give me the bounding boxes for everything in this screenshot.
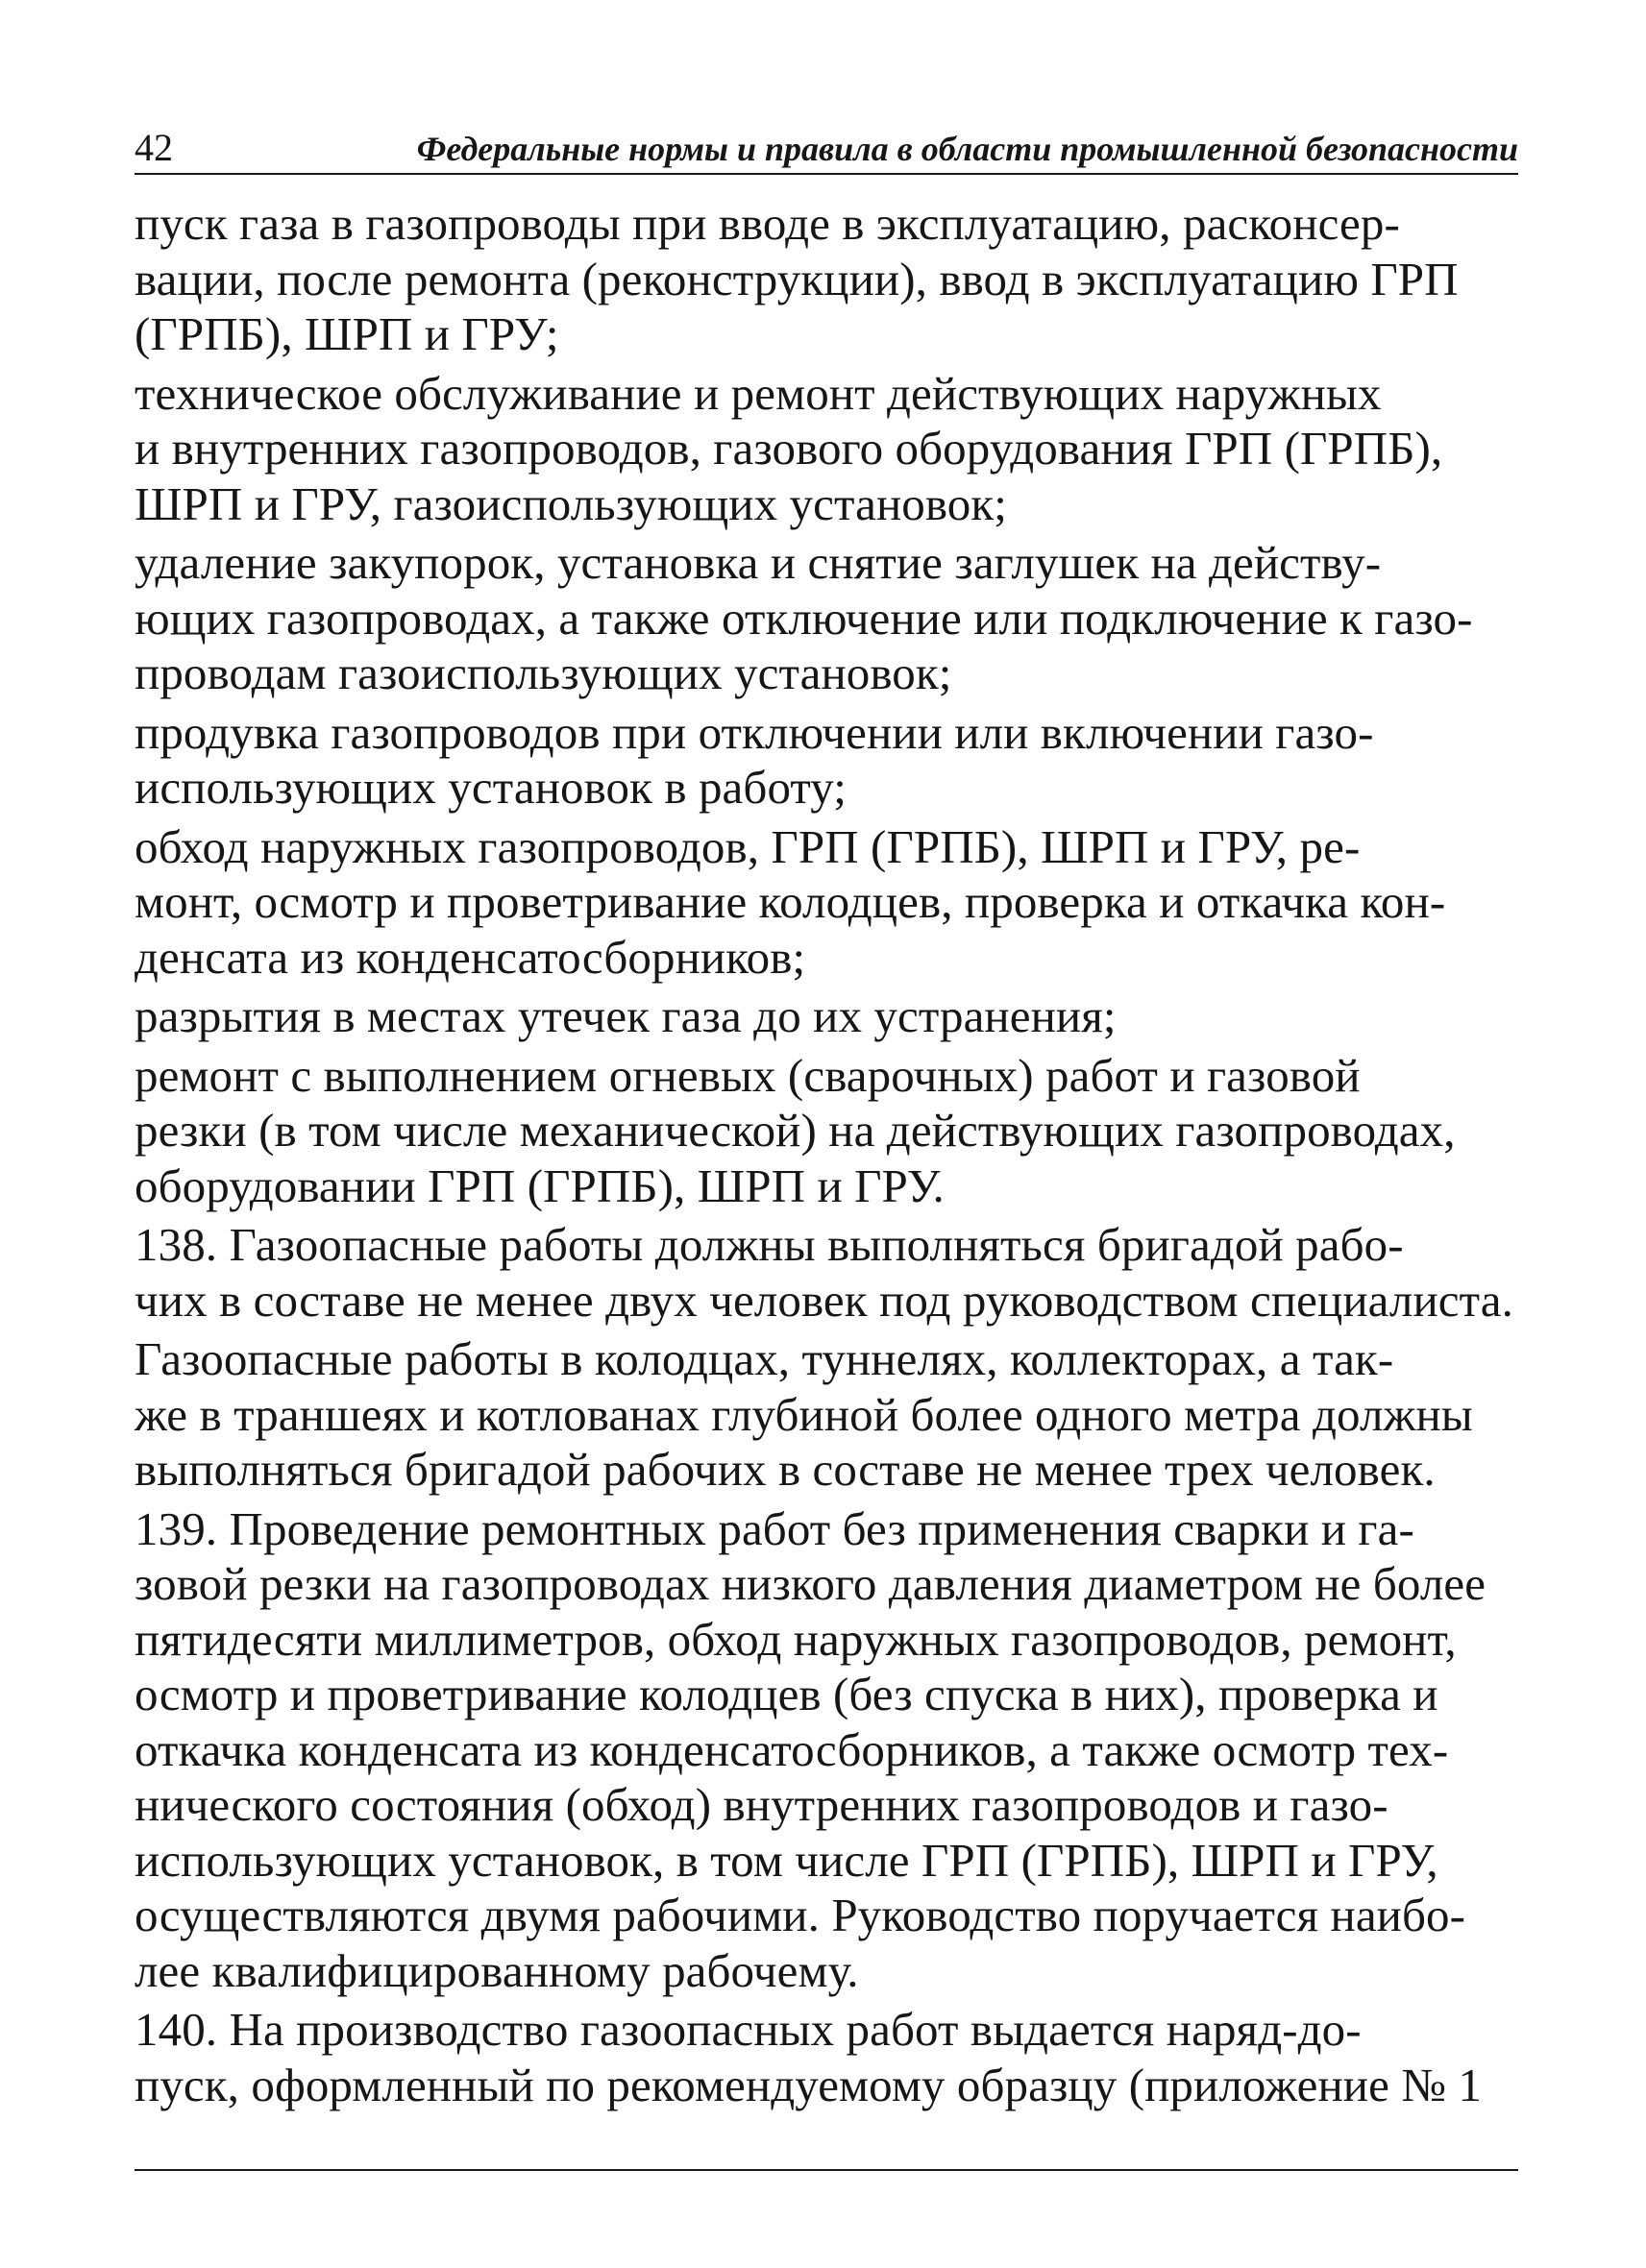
paragraph-blockage-removal: удаление закупорок, установка и снятие заглушек на действу- ющих газопроводах, а также отключение или подключение к газо- проводам газоиспользующих установок; <box>135 536 1473 699</box>
paragraph-clause-139: 139. Проведение ремонтных работ без применения сварки и га- зовой резки на газопроводах низкого давления диаметром не более пятидесяти миллиметров, обход наружных газопроводов, ремонт, осмотр и проветривание колодцев (без спуска в них), проверка и откачка конденсата из конденсатосборников, а также осмотр тех- нического состояния (обход) внутренних газопроводов и газо- использующих установок, в том числе ГРП (ГРПБ), ШРП и ГРУ, осуществляются двумя рабочими. Руководство поручается наибо- лее квалифицированному рабочему. <box>135 1501 1486 1997</box>
paragraph-excavation: разрытия в местах утечек газа до их устранения; <box>135 989 1117 1042</box>
page-number: 42 <box>135 126 173 169</box>
paragraph-clause-138: 138. Газоопасные работы должны выполняться бригадой рабо- чих в составе не менее двух человек под руководством специалиста. <box>135 1218 1513 1327</box>
document-page <box>135 115 1518 2116</box>
running-header <box>135 115 1518 175</box>
paragraph-maintenance: техническое обслуживание и ремонт действующих наружных и внутренних газопроводов, газового оборудования ГРП (ГРПБ), ШРП и ГРУ, газоиспользующих установок; <box>135 366 1443 530</box>
paragraph-hot-work-repair: ремонт с выполнением огневых (сварочных) работ и газовой резки (в том числе механической) на действующих газопроводах, оборудовании ГРП (ГРПБ), ШРП и ГРУ. <box>135 1048 1456 1212</box>
paragraph-inspection-rounds: обход наружных газопроводов, ГРП (ГРПБ), ШРП и ГРУ, ре- монт, осмотр и проветривание колодцев, проверка и откачка кон- денсата из конденсатосборников; <box>135 819 1446 984</box>
paragraph-clause-140: 140. На производство газоопасных работ выдается наряд-до- пуск, оформленный по рекомендуемому образцу (приложение № 1 <box>135 2003 1483 2111</box>
bottom-rule <box>135 2169 1518 2171</box>
paragraph-gas-start-up: пуск газа в газопроводы при вводе в эксплуатацию, расконсер- вации, после ремонта (реконструкции), ввод в эксплуатацию ГРП (ГРПБ), ШРП и ГРУ; <box>135 197 1459 360</box>
running-header-title: Федеральные нормы и правила в области промышленной безопасности <box>416 130 1518 168</box>
paragraph-clause-138-confined: Газоопасные работы в колодцах, туннелях, коллекторах, а так- же в траншеях и котлованах глубиной более одного метра должны выполняться бригадой рабочих в составе не менее трех человек. <box>135 1332 1473 1496</box>
body-text <box>135 196 1518 2112</box>
paragraph-purging: продувка газопроводов при отключении или включении газо- использующих установок в работу; <box>135 705 1374 814</box>
